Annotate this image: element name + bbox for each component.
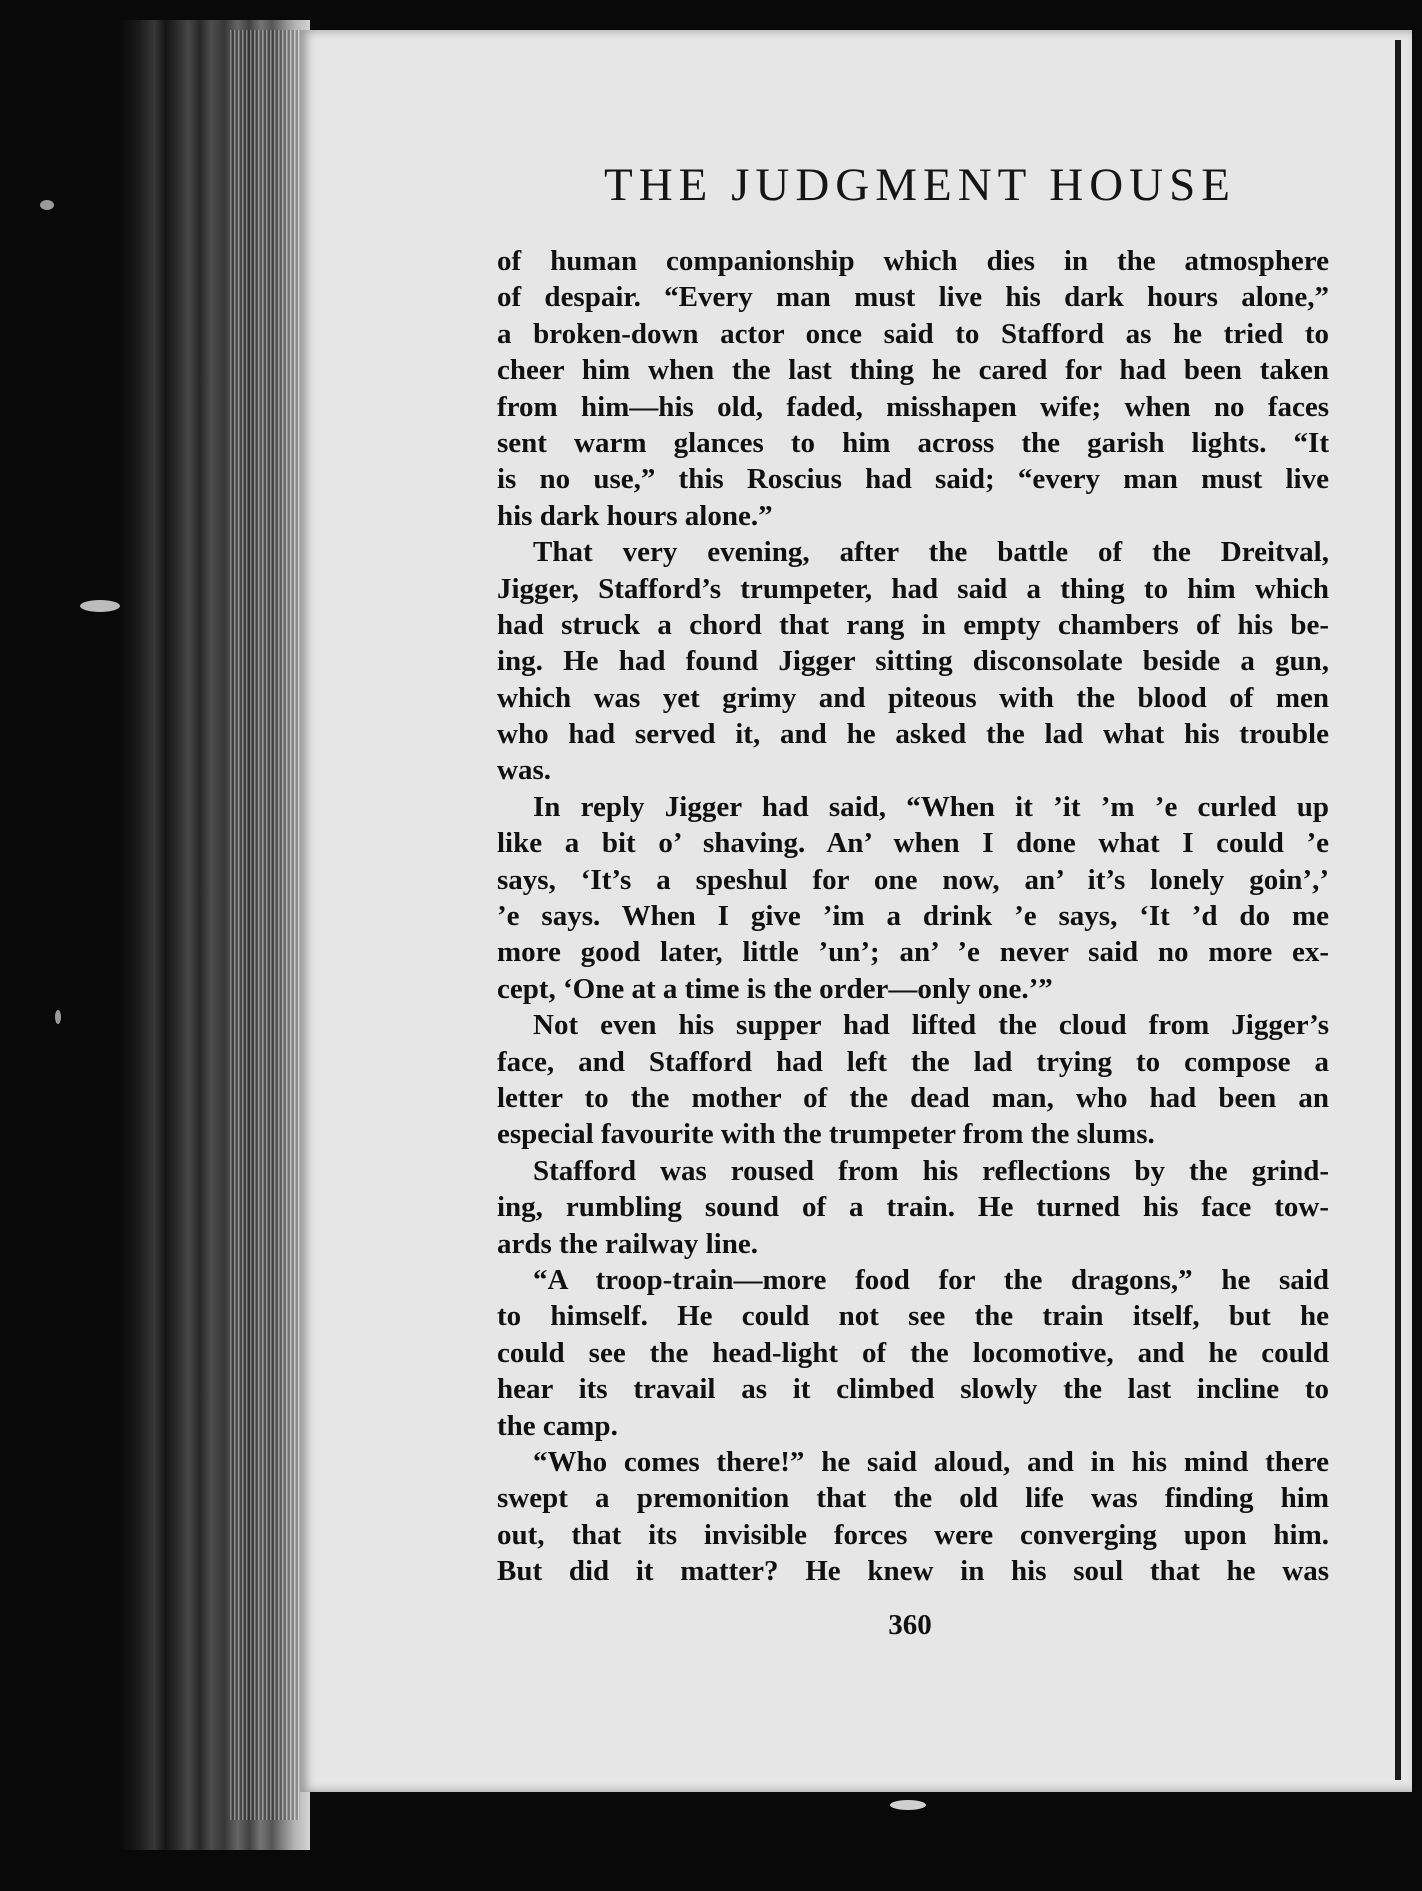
text-line: the camp.	[497, 1409, 618, 1442]
text-line: of human companionship which dies in the atmosphere	[497, 245, 1329, 277]
page-right-edge	[1395, 40, 1401, 1780]
text-line: to himself. He could not see the train itself, but he	[497, 1300, 1329, 1333]
text-line: Jigger, Stafford’s trumpeter, had said a thing to him which	[497, 572, 1329, 605]
text-line: face, and Stafford had left the lad trying to compose a	[497, 1045, 1329, 1078]
text-line: from him—his old, faded, misshapen wife; when no faces	[497, 390, 1329, 423]
text-line: who had served it, and he asked the lad what his trouble	[497, 718, 1329, 751]
text-line: cheer him when the last thing he cared for had been taken	[497, 354, 1329, 387]
text-line: says, ‘It’s a speshul for one now, an’ it’s lonely goin’,’	[497, 863, 1329, 896]
page-number: 360	[888, 1609, 932, 1641]
text-line: letter to the mother of the dead man, who had been an	[497, 1081, 1329, 1114]
text-line: of despair. “Every man must live his dark hours alone,”	[497, 281, 1329, 314]
dust-speck	[890, 1800, 926, 1810]
text-line: his dark hours alone.”	[497, 499, 773, 532]
text-line: hear its travail as it climbed slowly the last incline to	[497, 1373, 1329, 1406]
text-line: out, that its invisible forces were converging upon him.	[497, 1518, 1329, 1551]
dust-speck	[80, 600, 120, 612]
text-line: like a bit o’ shaving. An’ when I done what I could ’e	[497, 827, 1329, 860]
dust-speck	[55, 1010, 61, 1024]
text-line: ing. He had found Jigger sitting disconsolate beside a gun,	[497, 645, 1329, 678]
text-line: That very evening, after the battle of the Dreitval,	[533, 536, 1329, 569]
text-line: more good later, little ’un’; an’ ’e never said no more ex-	[497, 936, 1329, 969]
text-line: is no use,” this Roscius had said; “every man must live	[497, 463, 1329, 496]
text-line: Not even his supper had lifted the cloud from Jigger’s	[533, 1009, 1329, 1042]
running-head: THE JUDGMENT HOUSE	[604, 159, 1236, 211]
dust-speck	[40, 200, 54, 210]
text-line: could see the head-light of the locomotive, and he could	[497, 1336, 1329, 1369]
text-line: a broken-down actor once said to Stafford as he tried to	[497, 317, 1329, 350]
text-line: “Who comes there!” he said aloud, and in his mind there	[533, 1445, 1329, 1478]
text-line: had struck a chord that rang in empty chambers of his be-	[497, 608, 1329, 641]
text-line: But did it matter? He knew in his soul that he was	[497, 1555, 1329, 1588]
text-line: sent warm glances to him across the garish lights. “It	[497, 426, 1329, 459]
text-line: especial favourite with the trumpeter from the slums.	[497, 1118, 1155, 1151]
text-line: swept a premonition that the old life was finding him	[497, 1482, 1329, 1515]
text-line: “A troop-train—more food for the dragons,” he said	[533, 1263, 1329, 1296]
text-line: ing, rumbling sound of a train. He turned his face tow-	[497, 1191, 1329, 1224]
text-line: ards the railway line.	[497, 1227, 758, 1260]
text-line: cept, ‘One at a time is the order—only one.’”	[497, 972, 1053, 1005]
text-line: was.	[497, 754, 551, 787]
text-line: Stafford was roused from his reflections by the grind-	[533, 1154, 1329, 1187]
page-edges-stack	[230, 30, 300, 1820]
text-line: In reply Jigger had said, “When it ’it ’m ’e curled up	[533, 790, 1329, 823]
text-line: ’e says. When I give ’im a drink ’e says, ‘It ’d do me	[497, 900, 1329, 933]
body-text	[497, 243, 1329, 1589]
text-line: which was yet grimy and piteous with the blood of men	[497, 681, 1329, 714]
